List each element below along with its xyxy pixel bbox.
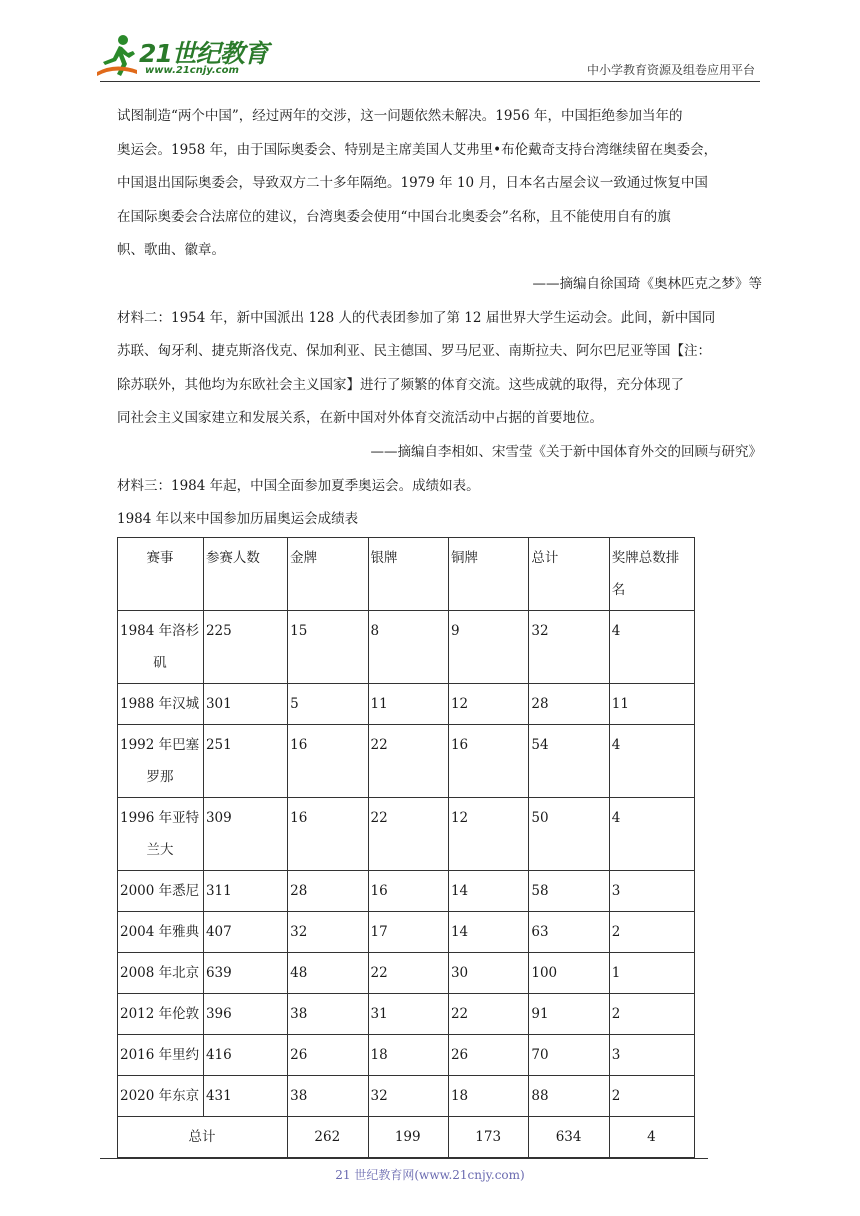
platform-name: 中小学教育资源及组卷应用平台 xyxy=(586,63,755,77)
silver-cell: 31 xyxy=(368,994,448,1035)
bronze-cell: 16 xyxy=(448,725,528,798)
total-cell: 54 xyxy=(529,725,609,798)
page-footer: 21 世纪教育网(www.21cnjy.com) xyxy=(335,1168,525,1182)
text-line: 材料三：1984 年起，中国全面参加夏季奥运会。成绩如表。 xyxy=(117,477,480,494)
total-cell: 100 xyxy=(529,953,609,994)
gold-cell: 16 xyxy=(288,798,368,871)
event-cell: 1988 年汉城 xyxy=(118,684,204,725)
athletes-cell: 301 xyxy=(203,684,287,725)
text-line: 材料二：1954 年，新中国派出 128 人的代表团参加了第 12 届世界大学生运动会。此间，新中国同 xyxy=(117,309,716,326)
table-row xyxy=(118,611,695,684)
table-caption: 1984 年以来中国参加历届奥运会成绩表 xyxy=(117,511,359,528)
total-rank-cell: 4 xyxy=(609,1117,694,1158)
header-cell: 银牌 xyxy=(368,538,448,611)
rank-cell: 4 xyxy=(609,798,694,871)
source-citation-1: ——摘编自徐国琦《奥林匹克之梦》等 xyxy=(532,275,762,292)
rank-cell: 3 xyxy=(609,871,694,912)
event-line: 1992 年巴塞 xyxy=(120,737,200,753)
gold-cell: 15 xyxy=(288,611,368,684)
text-line: 试图制造“两个中国”，经过两年的交涉，这一问题依然未解决。1956 年，中国拒绝参加当年的 xyxy=(117,108,683,124)
text-line: 帜、歌曲、徽章。 xyxy=(117,242,225,259)
total-cell: 88 xyxy=(529,1076,609,1117)
gold-cell: 28 xyxy=(288,871,368,912)
gold-cell: 38 xyxy=(288,994,368,1035)
event-line: 兰大 xyxy=(146,842,174,858)
bronze-cell: 18 xyxy=(448,1076,528,1117)
athletes-cell: 396 xyxy=(203,994,287,1035)
gold-cell: 26 xyxy=(288,1035,368,1076)
table-row xyxy=(118,994,695,1035)
bronze-cell: 14 xyxy=(448,912,528,953)
total-cell: 70 xyxy=(529,1035,609,1076)
event-cell xyxy=(118,725,204,798)
event-line: 1996 年亚特 xyxy=(120,810,200,826)
text-line: 在国际奥委会合法席位的建议，台湾奥委会使用“中国台北奥委会”名称，且不能使用自有的旗 xyxy=(117,208,671,225)
header-line: 名 xyxy=(611,582,626,598)
gold-cell: 48 xyxy=(288,953,368,994)
total-silver-cell: 199 xyxy=(368,1117,448,1158)
logo-url: www.21cnjy.com xyxy=(145,65,239,76)
total-total-cell: 634 xyxy=(529,1117,609,1158)
site-logo xyxy=(95,32,270,80)
table-row xyxy=(118,953,695,994)
event-cell: 2020 年东京 xyxy=(118,1076,204,1117)
total-cell: 28 xyxy=(529,684,609,725)
total-cell: 91 xyxy=(529,994,609,1035)
header-cell: 参赛人数 xyxy=(203,538,287,611)
silver-cell: 22 xyxy=(368,798,448,871)
event-cell: 2004 年雅典 xyxy=(118,912,204,953)
athletes-cell: 407 xyxy=(203,912,287,953)
total-label-cell: 总计 xyxy=(118,1117,288,1158)
rank-cell: 2 xyxy=(609,994,694,1035)
logo-text: 21世纪教育 xyxy=(139,39,268,68)
text-line: 除苏联外，其他均为东欧社会主义国家】进行了频繁的体育交流。这些成就的取得，充分体现了 xyxy=(117,376,684,393)
table-row xyxy=(118,1035,695,1076)
event-line: 1984 年洛杉 xyxy=(120,623,200,639)
text-line: 奥运会。1958 年，由于国际奥委会、特别是主席美国人艾弗里•布伦戴奇支持台湾继续留在奥委会， xyxy=(117,141,718,158)
rank-cell: 2 xyxy=(609,1076,694,1117)
text-line: 中国退出国际奥委会，导致双方二十多年隔绝。1979 年 10 月，日本名古屋会议一致通过恢复中国 xyxy=(117,175,708,192)
total-cell: 50 xyxy=(529,798,609,871)
table-row xyxy=(118,912,695,953)
gold-cell: 32 xyxy=(288,912,368,953)
table-row xyxy=(118,871,695,912)
header-cell: 赛事 xyxy=(118,538,204,611)
table-row xyxy=(118,1076,695,1117)
table-row xyxy=(118,684,695,725)
page-header xyxy=(0,0,860,90)
gold-cell: 16 xyxy=(288,725,368,798)
gold-cell: 5 xyxy=(288,684,368,725)
event-line: 罗那 xyxy=(146,769,174,785)
silver-cell: 8 xyxy=(368,611,448,684)
event-cell: 2016 年里约 xyxy=(118,1035,204,1076)
event-line: 矶 xyxy=(153,655,167,671)
footer-divider xyxy=(100,1158,708,1159)
silver-cell: 32 xyxy=(368,1076,448,1117)
event-cell: 2000 年悉尼 xyxy=(118,871,204,912)
bronze-cell: 30 xyxy=(448,953,528,994)
text-line: 苏联、匈牙利、捷克斯洛伐克、保加利亚、民主德国、罗马尼亚、南斯拉夫、阿尔巴尼亚等国【注： xyxy=(117,343,711,360)
event-cell xyxy=(118,611,204,684)
total-cell: 32 xyxy=(529,611,609,684)
rank-cell: 4 xyxy=(609,611,694,684)
athletes-cell: 639 xyxy=(203,953,287,994)
table-row xyxy=(118,725,695,798)
bronze-cell: 22 xyxy=(448,994,528,1035)
document-body xyxy=(117,100,762,537)
header-line: 奖牌总数排 xyxy=(611,550,680,566)
total-cell: 63 xyxy=(529,912,609,953)
header-cell xyxy=(609,538,694,611)
athletes-cell: 225 xyxy=(203,611,287,684)
source-citation-2: ——摘编自李相如、宋雪莹《关于新中国体育外交的回顾与研究》 xyxy=(370,443,762,460)
header-cell: 铜牌 xyxy=(448,538,528,611)
bronze-cell: 12 xyxy=(448,798,528,871)
bronze-cell: 14 xyxy=(448,871,528,912)
athletes-cell: 431 xyxy=(203,1076,287,1117)
silver-cell: 22 xyxy=(368,725,448,798)
table-row xyxy=(118,798,695,871)
total-cell: 58 xyxy=(529,871,609,912)
athletes-cell: 311 xyxy=(203,871,287,912)
silver-cell: 11 xyxy=(368,684,448,725)
rank-cell: 3 xyxy=(609,1035,694,1076)
table-header-row xyxy=(118,538,695,611)
athletes-cell: 416 xyxy=(203,1035,287,1076)
gold-cell: 38 xyxy=(288,1076,368,1117)
silver-cell: 16 xyxy=(368,871,448,912)
total-bronze-cell: 173 xyxy=(448,1117,528,1158)
olympic-results-table xyxy=(117,537,695,1158)
bronze-cell: 12 xyxy=(448,684,528,725)
event-cell: 2012 年伦敦 xyxy=(118,994,204,1035)
runner-logo-icon xyxy=(95,32,139,78)
event-cell: 2008 年北京 xyxy=(118,953,204,994)
silver-cell: 17 xyxy=(368,912,448,953)
header-divider xyxy=(100,81,760,82)
athletes-cell: 251 xyxy=(203,725,287,798)
bronze-cell: 26 xyxy=(448,1035,528,1076)
rank-cell: 1 xyxy=(609,953,694,994)
bronze-cell: 9 xyxy=(448,611,528,684)
rank-cell: 2 xyxy=(609,912,694,953)
table-total-row xyxy=(118,1117,695,1158)
silver-cell: 18 xyxy=(368,1035,448,1076)
event-cell xyxy=(118,798,204,871)
silver-cell: 22 xyxy=(368,953,448,994)
text-line: 同社会主义国家建立和发展关系，在新中国对外体育交流活动中占据的首要地位。 xyxy=(117,410,603,427)
rank-cell: 4 xyxy=(609,725,694,798)
header-cell: 金牌 xyxy=(288,538,368,611)
athletes-cell: 309 xyxy=(203,798,287,871)
header-cell: 总计 xyxy=(529,538,609,611)
total-gold-cell: 262 xyxy=(288,1117,368,1158)
rank-cell: 11 xyxy=(609,684,694,725)
